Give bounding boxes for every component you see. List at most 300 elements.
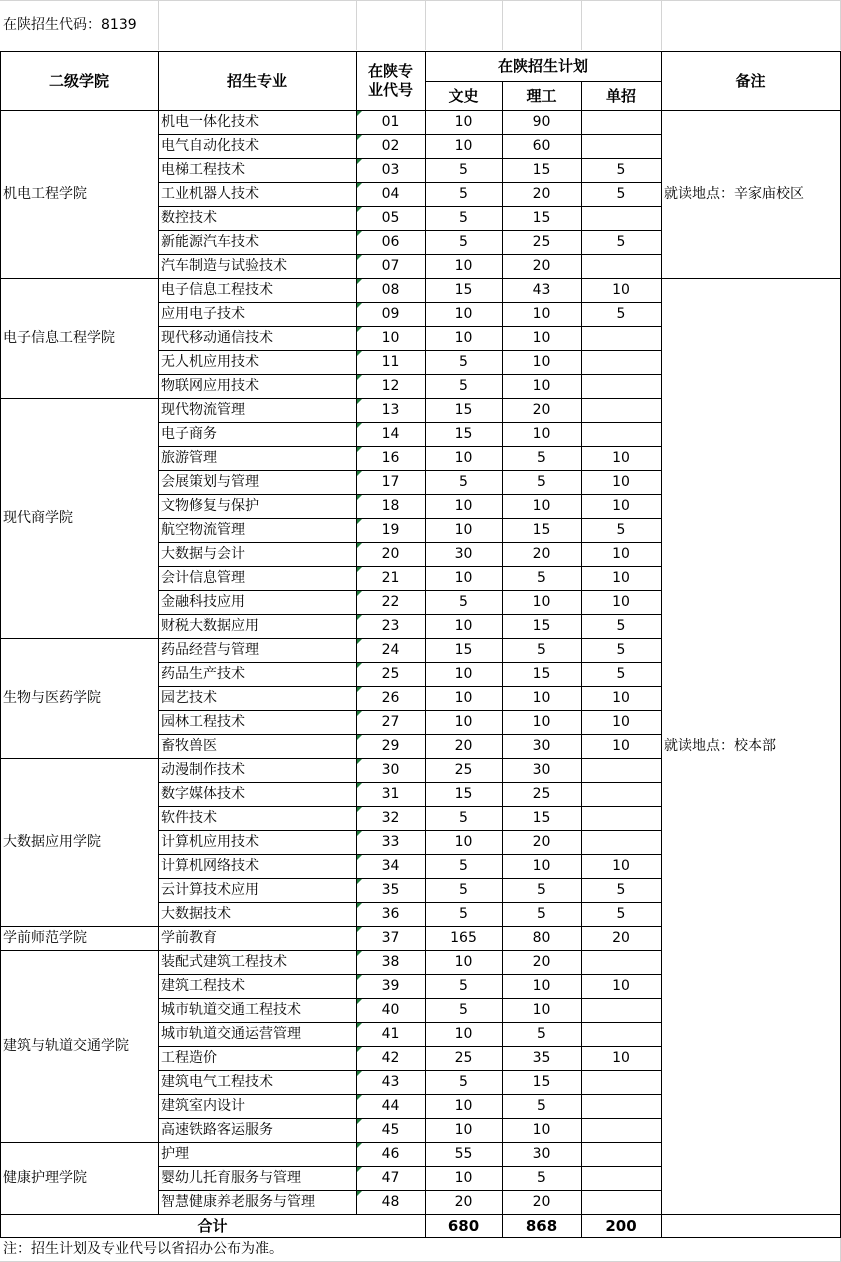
science-quota[interactable]: 15 <box>532 809 551 826</box>
major-name[interactable]: 动漫制作技术 <box>161 761 245 778</box>
major-name[interactable]: 应用电子技术 <box>161 305 245 322</box>
science-quota[interactable]: 25 <box>532 233 551 250</box>
header-college[interactable]: 二级学院 <box>48 71 109 90</box>
major-name[interactable]: 汽车制造与试验技术 <box>161 257 287 274</box>
arts-quota[interactable]: 5 <box>459 593 468 610</box>
college-name[interactable]: 健康护理学院 <box>3 1169 87 1186</box>
major-code[interactable]: 37 <box>381 929 400 946</box>
single-recruit-quota[interactable] <box>581 806 661 830</box>
major-code[interactable]: 34 <box>381 857 400 874</box>
text-number-marker <box>357 687 362 692</box>
science-quota[interactable]: 5 <box>537 473 546 490</box>
single-recruit-quota[interactable]: 10 <box>612 281 630 298</box>
single-recruit-quota[interactable] <box>581 110 661 134</box>
major-code[interactable]: 08 <box>381 281 400 298</box>
major-name[interactable]: 城市轨道交通运营管理 <box>161 1025 301 1042</box>
table-top-border <box>0 51 841 52</box>
major-name[interactable]: 数字媒体技术 <box>161 785 245 802</box>
major-name[interactable]: 机电一体化技术 <box>161 113 259 130</box>
major-name[interactable]: 计算机应用技术 <box>161 833 259 850</box>
single-recruit-quota[interactable] <box>581 1070 661 1094</box>
science-quota[interactable]: 20 <box>532 185 551 202</box>
single-recruit-quota[interactable] <box>581 374 661 398</box>
major-code[interactable]: 23 <box>381 617 400 634</box>
major-name[interactable]: 园艺技术 <box>161 689 217 706</box>
arts-quota[interactable]: 30 <box>454 545 473 562</box>
major-name[interactable]: 畜牧兽医 <box>161 737 217 754</box>
major-code[interactable]: 14 <box>381 425 400 442</box>
science-quota[interactable]: 10 <box>532 329 551 346</box>
science-quota[interactable]: 20 <box>532 833 551 850</box>
major-name[interactable]: 金融科技应用 <box>161 593 245 610</box>
major-name[interactable]: 护理 <box>161 1145 189 1162</box>
single-recruit-quota[interactable]: 5 <box>616 233 626 250</box>
science-quota[interactable]: 15 <box>532 521 551 538</box>
arts-quota[interactable]: 5 <box>459 161 468 178</box>
arts-quota[interactable]: 10 <box>454 1169 473 1186</box>
header-major-code[interactable]: 在陕专 业代号 <box>367 61 413 99</box>
science-quota[interactable]: 10 <box>532 1001 551 1018</box>
major-code[interactable]: 38 <box>381 953 400 970</box>
arts-quota[interactable]: 5 <box>459 353 468 370</box>
major-name[interactable]: 大数据与会计 <box>161 545 245 562</box>
text-number-marker <box>357 447 362 452</box>
science-quota[interactable]: 15 <box>532 161 551 178</box>
column-line <box>356 110 357 1238</box>
science-quota[interactable]: 10 <box>532 377 551 394</box>
major-name[interactable]: 软件技术 <box>161 809 217 826</box>
science-quota[interactable]: 5 <box>537 1097 546 1114</box>
remark-location[interactable]: 就读地点：辛家庙校区 <box>664 185 804 202</box>
text-number-marker <box>357 1191 362 1196</box>
header-arts[interactable]: 文史 <box>448 86 479 105</box>
major-code[interactable]: 01 <box>381 113 400 130</box>
sheet-gridline <box>356 0 357 50</box>
text-number-marker <box>357 519 362 524</box>
college-name[interactable]: 学前师范学院 <box>3 929 87 946</box>
major-name[interactable]: 电气自动化技术 <box>161 137 259 154</box>
single-recruit-quota[interactable]: 10 <box>612 497 630 514</box>
major-name[interactable]: 智慧健康养老服务与管理 <box>161 1193 315 1210</box>
text-number-marker <box>357 159 362 164</box>
college-name[interactable]: 建筑与轨道交通学院 <box>3 1037 129 1054</box>
science-quota[interactable]: 5 <box>537 449 546 466</box>
science-quota[interactable]: 10 <box>532 305 551 322</box>
major-name[interactable]: 云计算技术应用 <box>161 881 259 898</box>
major-code[interactable]: 25 <box>381 665 400 682</box>
single-recruit-quota[interactable]: 10 <box>612 977 630 994</box>
arts-quota[interactable]: 5 <box>459 473 468 490</box>
single-recruit-quota[interactable]: 5 <box>616 521 626 538</box>
major-code[interactable]: 26 <box>381 689 400 706</box>
major-code[interactable]: 21 <box>381 569 400 586</box>
major-name[interactable]: 城市轨道交通工程技术 <box>161 1001 301 1018</box>
major-name[interactable]: 现代物流管理 <box>161 401 245 418</box>
major-name[interactable]: 建筑电气工程技术 <box>161 1073 273 1090</box>
text-number-marker <box>357 231 362 236</box>
major-code[interactable]: 13 <box>381 401 400 418</box>
single-recruit-quota[interactable] <box>581 206 661 230</box>
major-name[interactable]: 现代移动通信技术 <box>161 329 273 346</box>
science-quota[interactable]: 10 <box>532 425 551 442</box>
arts-quota[interactable]: 10 <box>454 137 473 154</box>
major-code[interactable]: 19 <box>381 521 400 538</box>
science-quota[interactable]: 30 <box>532 737 551 754</box>
header-science[interactable]: 理工 <box>526 86 557 105</box>
single-recruit-quota[interactable] <box>581 422 661 446</box>
arts-quota[interactable]: 15 <box>454 641 473 658</box>
footnote: 注：招生计划及专业代号以省招办公布为准。 <box>3 1240 283 1257</box>
science-quota[interactable]: 5 <box>537 641 546 658</box>
single-recruit-quota[interactable] <box>581 1022 661 1046</box>
sheet-gridline <box>661 0 662 50</box>
science-quota[interactable]: 15 <box>532 1073 551 1090</box>
major-name[interactable]: 高速铁路客运服务 <box>161 1121 273 1138</box>
header-column-line <box>425 51 426 111</box>
major-code[interactable]: 22 <box>381 593 400 610</box>
major-code[interactable]: 48 <box>381 1193 400 1210</box>
major-code[interactable]: 42 <box>381 1049 400 1066</box>
single-recruit-quota[interactable] <box>581 998 661 1022</box>
major-name[interactable]: 建筑室内设计 <box>161 1097 245 1114</box>
arts-quota[interactable]: 165 <box>450 929 477 946</box>
science-quota[interactable]: 5 <box>537 569 546 586</box>
total-label[interactable]: 合计 <box>197 1216 228 1235</box>
science-quota[interactable]: 5 <box>537 1169 546 1186</box>
text-number-marker <box>357 759 362 764</box>
major-name[interactable]: 装配式建筑工程技术 <box>161 953 287 970</box>
single-recruit-quota[interactable]: 5 <box>616 305 626 322</box>
arts-quota[interactable]: 5 <box>459 881 468 898</box>
single-recruit-quota[interactable] <box>581 1166 661 1190</box>
arts-quota[interactable]: 10 <box>454 713 473 730</box>
arts-quota[interactable]: 20 <box>454 737 473 754</box>
remark-location[interactable]: 就读地点：校本部 <box>664 737 776 754</box>
major-name[interactable]: 工程造价 <box>161 1049 217 1066</box>
text-number-marker <box>357 951 362 956</box>
major-code[interactable]: 44 <box>381 1097 400 1114</box>
major-name[interactable]: 建筑工程技术 <box>161 977 245 994</box>
single-recruit-quota[interactable] <box>581 1094 661 1118</box>
science-quota[interactable]: 30 <box>532 761 551 778</box>
header-column-line <box>502 81 503 111</box>
science-quota[interactable]: 10 <box>532 497 551 514</box>
college-name[interactable]: 大数据应用学院 <box>3 833 101 850</box>
arts-quota[interactable]: 20 <box>454 1193 473 1210</box>
single-recruit-quota[interactable] <box>581 1118 661 1142</box>
arts-quota[interactable]: 10 <box>454 113 473 130</box>
text-number-marker <box>357 1023 362 1028</box>
major-name[interactable]: 园林工程技术 <box>161 713 245 730</box>
major-code[interactable]: 05 <box>381 209 400 226</box>
single-recruit-quota[interactable] <box>581 326 661 350</box>
text-number-marker <box>357 807 362 812</box>
science-quota[interactable]: 5 <box>537 905 546 922</box>
text-number-marker <box>357 183 362 188</box>
arts-quota[interactable]: 10 <box>454 449 473 466</box>
science-quota[interactable]: 80 <box>532 929 551 946</box>
total-arts[interactable]: 680 <box>447 1216 480 1235</box>
single-recruit-quota[interactable] <box>581 950 661 974</box>
arts-quota[interactable]: 10 <box>454 497 473 514</box>
major-name[interactable]: 药品生产技术 <box>161 665 245 682</box>
college-name[interactable]: 生物与医药学院 <box>3 689 101 706</box>
single-recruit-quota[interactable] <box>581 782 661 806</box>
text-number-marker <box>357 1167 362 1172</box>
science-quota[interactable]: 25 <box>532 785 551 802</box>
major-code[interactable]: 11 <box>381 353 400 370</box>
arts-quota[interactable]: 10 <box>454 329 473 346</box>
single-recruit-quota[interactable]: 5 <box>616 185 626 202</box>
arts-quota[interactable]: 5 <box>459 857 468 874</box>
single-recruit-quota[interactable]: 10 <box>612 473 630 490</box>
science-quota[interactable]: 10 <box>532 689 551 706</box>
science-quota[interactable]: 43 <box>532 281 551 298</box>
single-recruit-quota[interactable] <box>581 1190 661 1214</box>
text-number-marker <box>357 927 362 932</box>
major-code[interactable]: 29 <box>381 737 400 754</box>
header-major[interactable]: 招生专业 <box>226 71 287 90</box>
science-quota[interactable]: 20 <box>532 545 551 562</box>
major-code[interactable]: 10 <box>381 329 400 346</box>
single-recruit-quota[interactable]: 10 <box>612 737 630 754</box>
single-recruit-quota[interactable]: 10 <box>612 689 630 706</box>
text-number-marker <box>357 567 362 572</box>
major-code[interactable]: 33 <box>381 833 400 850</box>
arts-quota[interactable]: 10 <box>454 689 473 706</box>
total-single-recruit[interactable]: 200 <box>605 1216 637 1235</box>
arts-quota[interactable]: 10 <box>454 617 473 634</box>
single-recruit-quota[interactable]: 10 <box>612 449 630 466</box>
major-code[interactable]: 36 <box>381 905 400 922</box>
major-name[interactable]: 新能源汽车技术 <box>161 233 259 250</box>
text-number-marker <box>357 351 362 356</box>
major-name[interactable]: 婴幼儿托育服务与管理 <box>161 1169 301 1186</box>
major-code[interactable]: 17 <box>381 473 400 490</box>
arts-quota[interactable]: 25 <box>454 1049 473 1066</box>
science-quota[interactable]: 20 <box>532 257 551 274</box>
arts-quota[interactable]: 55 <box>454 1145 473 1162</box>
single-recruit-quota[interactable]: 5 <box>616 881 626 898</box>
major-name[interactable]: 计算机网络技术 <box>161 857 259 874</box>
arts-quota[interactable]: 5 <box>459 977 468 994</box>
arts-quota[interactable]: 5 <box>459 809 468 826</box>
major-name[interactable]: 旅游管理 <box>161 449 217 466</box>
major-code[interactable]: 32 <box>381 809 400 826</box>
major-code[interactable]: 06 <box>381 233 400 250</box>
major-code[interactable]: 02 <box>381 137 400 154</box>
science-quota[interactable]: 35 <box>532 1049 551 1066</box>
text-number-marker <box>357 855 362 860</box>
column-line <box>158 110 159 1238</box>
arts-quota[interactable]: 10 <box>454 665 473 682</box>
major-code[interactable]: 31 <box>381 785 400 802</box>
science-quota[interactable]: 60 <box>532 137 551 154</box>
text-number-marker <box>357 663 362 668</box>
major-name[interactable]: 无人机应用技术 <box>161 353 259 370</box>
science-quota[interactable]: 10 <box>532 977 551 994</box>
arts-quota[interactable]: 10 <box>454 833 473 850</box>
major-name[interactable]: 会展策划与管理 <box>161 473 259 490</box>
single-recruit-quota[interactable]: 5 <box>616 617 626 634</box>
single-recruit-quota[interactable] <box>581 758 661 782</box>
major-name[interactable]: 大数据技术 <box>161 905 231 922</box>
arts-quota[interactable]: 25 <box>454 761 473 778</box>
text-number-marker <box>357 111 362 116</box>
header-column-line <box>158 51 159 111</box>
total-science[interactable]: 868 <box>525 1216 558 1235</box>
major-name[interactable]: 电子商务 <box>161 425 217 442</box>
arts-quota[interactable]: 15 <box>454 425 473 442</box>
major-code[interactable]: 20 <box>381 545 400 562</box>
arts-quota[interactable]: 15 <box>454 401 473 418</box>
major-name[interactable]: 电子信息工程技术 <box>161 281 273 298</box>
major-name[interactable]: 物联网应用技术 <box>161 377 259 394</box>
text-number-marker <box>357 279 362 284</box>
text-number-marker <box>357 975 362 980</box>
major-name[interactable]: 药品经营与管理 <box>161 641 259 658</box>
single-recruit-quota[interactable] <box>581 1142 661 1166</box>
arts-quota[interactable]: 5 <box>459 1001 468 1018</box>
science-quota[interactable]: 15 <box>532 617 551 634</box>
arts-quota[interactable]: 5 <box>459 209 468 226</box>
arts-quota[interactable]: 5 <box>459 905 468 922</box>
single-recruit-quota[interactable]: 10 <box>612 857 630 874</box>
major-code[interactable]: 47 <box>381 1169 400 1186</box>
text-number-marker <box>357 615 362 620</box>
arts-quota[interactable]: 15 <box>454 281 473 298</box>
science-quota[interactable]: 20 <box>532 401 551 418</box>
text-number-marker <box>357 999 362 1004</box>
arts-quota[interactable]: 10 <box>454 1025 473 1042</box>
arts-quota[interactable]: 10 <box>454 305 473 322</box>
single-recruit-quota[interactable]: 10 <box>612 569 630 586</box>
single-recruit-quota[interactable]: 20 <box>612 929 630 946</box>
column-line <box>581 110 582 1238</box>
text-number-marker <box>357 375 362 380</box>
science-quota[interactable]: 15 <box>532 209 551 226</box>
major-name[interactable]: 数控技术 <box>161 209 217 226</box>
column-line <box>502 110 503 1238</box>
arts-quota[interactable]: 10 <box>454 521 473 538</box>
header-column-line <box>356 51 357 111</box>
enrollment-code-label: 在陕招生代码：8139 <box>3 16 137 33</box>
arts-quota[interactable]: 10 <box>454 569 473 586</box>
text-number-marker <box>357 711 362 716</box>
major-name[interactable]: 财税大数据应用 <box>161 617 259 634</box>
science-quota[interactable]: 10 <box>532 857 551 874</box>
major-code[interactable]: 43 <box>381 1073 400 1090</box>
science-quota[interactable]: 20 <box>532 953 551 970</box>
single-recruit-quota[interactable]: 10 <box>612 713 630 730</box>
major-code[interactable]: 24 <box>381 641 400 658</box>
text-number-marker <box>357 303 362 308</box>
major-name[interactable]: 文物修复与保护 <box>161 497 259 514</box>
major-name[interactable]: 工业机器人技术 <box>161 185 259 202</box>
arts-quota[interactable]: 5 <box>459 185 468 202</box>
college-name[interactable]: 机电工程学院 <box>3 185 87 202</box>
arts-quota[interactable]: 5 <box>459 377 468 394</box>
major-code[interactable]: 03 <box>381 161 400 178</box>
major-code[interactable]: 41 <box>381 1025 400 1042</box>
major-code[interactable]: 39 <box>381 977 400 994</box>
single-recruit-quota[interactable] <box>581 134 661 158</box>
single-recruit-quota[interactable]: 5 <box>616 665 626 682</box>
text-number-marker <box>357 831 362 836</box>
text-number-marker <box>357 471 362 476</box>
header-remarks[interactable]: 备注 <box>735 71 766 90</box>
major-code[interactable]: 07 <box>381 257 400 274</box>
single-recruit-quota[interactable]: 10 <box>612 593 630 610</box>
single-recruit-quota[interactable] <box>581 350 661 374</box>
text-number-marker <box>357 1071 362 1076</box>
header-enrollment-plan[interactable]: 在陕招生计划 <box>497 57 588 75</box>
total-remark[interactable] <box>661 1214 840 1237</box>
major-code[interactable]: 18 <box>381 497 400 514</box>
arts-quota[interactable]: 5 <box>459 1073 468 1090</box>
college-name[interactable]: 现代商学院 <box>3 509 73 526</box>
text-number-marker <box>357 495 362 500</box>
major-name[interactable]: 电梯工程技术 <box>161 161 245 178</box>
single-recruit-quota[interactable]: 10 <box>612 1049 630 1066</box>
major-code[interactable]: 46 <box>381 1145 400 1162</box>
arts-quota[interactable]: 10 <box>454 953 473 970</box>
major-code[interactable]: 27 <box>381 713 400 730</box>
arts-quota[interactable]: 15 <box>454 785 473 802</box>
header-single-recruit[interactable]: 单招 <box>605 86 636 105</box>
science-quota[interactable]: 90 <box>532 113 551 130</box>
header-column-line <box>581 81 582 111</box>
major-name[interactable]: 学前教育 <box>161 929 217 946</box>
column-line <box>661 110 662 1238</box>
single-recruit-quota[interactable] <box>581 830 661 854</box>
major-code[interactable]: 04 <box>381 185 400 202</box>
single-recruit-quota[interactable]: 5 <box>616 905 626 922</box>
arts-quota[interactable]: 5 <box>459 233 468 250</box>
science-quota[interactable]: 30 <box>532 1145 551 1162</box>
single-recruit-quota[interactable] <box>581 398 661 422</box>
major-code[interactable]: 30 <box>381 761 400 778</box>
arts-quota[interactable]: 10 <box>454 1121 473 1138</box>
major-code[interactable]: 09 <box>381 305 400 322</box>
science-quota[interactable]: 10 <box>532 1121 551 1138</box>
major-code[interactable]: 40 <box>381 1001 400 1018</box>
major-code[interactable]: 35 <box>381 881 400 898</box>
science-quota[interactable]: 10 <box>532 353 551 370</box>
arts-quota[interactable]: 10 <box>454 1097 473 1114</box>
text-number-marker <box>357 327 362 332</box>
science-quota[interactable]: 10 <box>532 593 551 610</box>
text-number-marker <box>357 903 362 908</box>
science-quota[interactable]: 10 <box>532 713 551 730</box>
science-quota[interactable]: 5 <box>537 1025 546 1042</box>
science-quota[interactable]: 15 <box>532 665 551 682</box>
major-code[interactable]: 45 <box>381 1121 400 1138</box>
science-quota[interactable]: 20 <box>532 1193 551 1210</box>
single-recruit-quota[interactable] <box>581 254 661 278</box>
major-code[interactable]: 16 <box>381 449 400 466</box>
major-name[interactable]: 航空物流管理 <box>161 521 245 538</box>
single-recruit-quota[interactable]: 10 <box>612 545 630 562</box>
major-code[interactable]: 12 <box>381 377 400 394</box>
single-recruit-quota[interactable]: 5 <box>616 161 626 178</box>
college-name[interactable]: 电子信息工程学院 <box>3 329 115 346</box>
science-quota[interactable]: 5 <box>537 881 546 898</box>
arts-quota[interactable]: 10 <box>454 257 473 274</box>
single-recruit-quota[interactable]: 5 <box>616 641 626 658</box>
major-name[interactable]: 会计信息管理 <box>161 569 245 586</box>
column-line <box>425 110 426 1238</box>
